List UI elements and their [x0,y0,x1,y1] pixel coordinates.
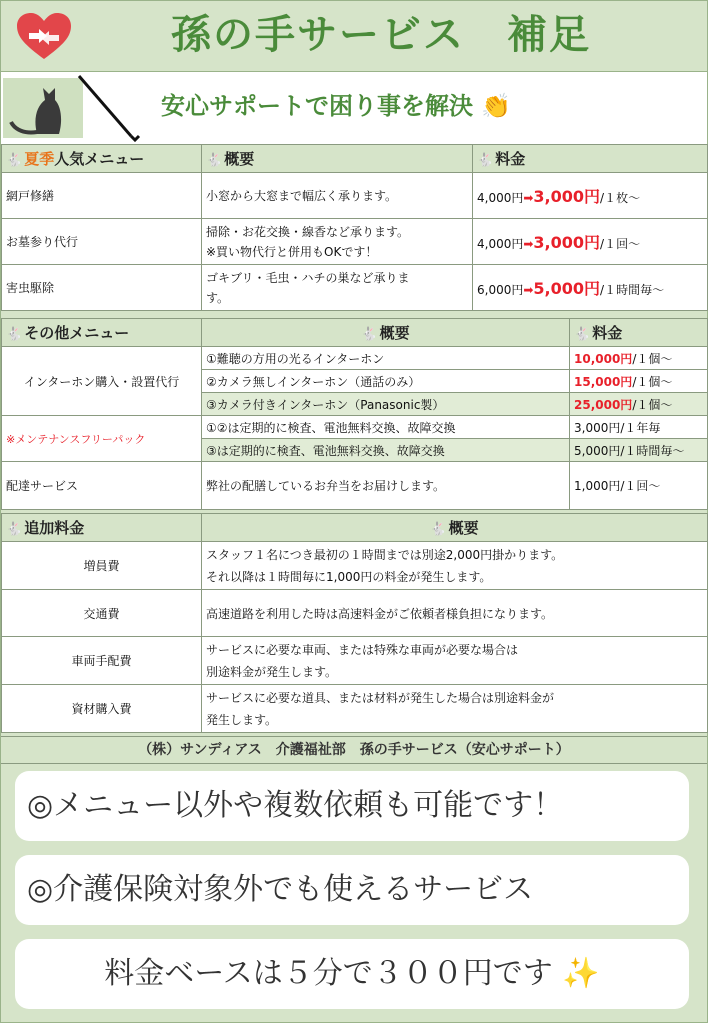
additional-header [2,514,202,542]
charge-name: 車両手配費 [2,637,202,685]
subtitle-band [1,71,707,145]
new-price: 3,000円 [533,187,601,206]
menu-price: 3,000円/１年毎 [570,416,708,439]
menu-desc: 小窓から大窓まで幅広く承ります。 [202,173,473,219]
charge-desc-line: 発生します。 [206,712,278,727]
rabbit-bullet-icon: 🐇 [430,522,447,537]
charge-desc-line: スタッフ１名につき最初の１時間までは別途2,000円掛かります。 [206,547,564,562]
price-unit: /１回〜 [600,237,641,251]
table-row [2,542,708,590]
new-price: 5,000円 [533,279,601,298]
additional-charges-table [1,513,708,733]
menu-name: 害虫駆除 [2,265,202,311]
charge-desc-line: それ以降は１時間毎に1,000円の料金が発生します。 [206,569,492,584]
menu-desc-line: ※買い物代行と併用もOKです！ [206,244,378,259]
rabbit-bullet-icon: 🐇 [477,153,494,168]
summer-price-header [473,145,708,173]
charge-desc: 高速道路を利用した時は高速料金がご依頼者様負担になります。 [202,590,708,637]
old-price: 4,000円 [477,237,524,251]
cat-icon [3,78,83,138]
old-price: 6,000円 [477,283,524,297]
menu-desc-line: 掃除・お花交換・線香など承ります。 [206,224,410,239]
menu-name: インターホン購入・設置代行 [2,347,202,416]
charge-desc-line: 別途料金が発生します。 [206,664,338,679]
sparkle-icon: ✨ [562,956,600,991]
rabbit-bullet-icon: 🐇 [574,327,591,342]
popular-menu-label: 人気メニュー [54,150,145,168]
menu-desc [202,265,473,311]
price-unit: /１個〜 [632,351,673,366]
note-pill [15,771,689,841]
other-price-header [570,319,708,347]
rabbit-bullet-icon: 🐇 [6,327,23,342]
menu-price [473,265,708,311]
menu-price [570,393,708,416]
season-label: 夏季 [24,150,55,168]
menu-desc-line: す。 [206,290,230,305]
overview-label: 概要 [448,519,479,537]
charge-name: 増員費 [2,542,202,590]
menu-name: 網戸修繕 [2,173,202,219]
summer-menu-table [1,144,708,311]
menu-price [473,219,708,265]
menu-desc: ①難聴の方用の光るインターホン [202,347,570,370]
rabbit-bullet-icon: 🐇 [6,522,23,537]
price-label: 料金 [495,150,526,168]
other-menu-label: その他メニュー [24,324,130,342]
new-price: 3,000円 [533,233,601,252]
price-unit: /１個〜 [632,397,673,412]
clap-icon: 👏 [481,92,512,120]
table-row [2,685,708,733]
price-unit: /１枚〜 [600,191,641,205]
subtitle [161,88,631,124]
menu-name: 配達サービス [2,462,202,510]
menu-price: 5,000円/１時間毎〜 [570,439,708,462]
note-text: ◎メニュー以外や複数依頼も可能です！ [27,788,564,823]
other-overview-header [202,319,570,347]
note-text: ◎介護保険対象外でも使えるサービス [27,872,534,907]
table-row [2,590,708,637]
table-row [2,462,708,510]
charge-desc-line: サービスに必要な車両、または特殊な車両が必要な場合は [206,642,519,657]
charge-desc [202,685,708,733]
price-value: 10,000円 [574,351,633,366]
overview-label: 概要 [379,324,410,342]
table-row [2,265,708,311]
note-text: 料金ベースは５分で３００円です [104,956,553,991]
price-label: 料金 [592,324,623,342]
old-price: 4,000円 [477,191,524,205]
rabbit-bullet-icon: 🐇 [206,153,223,168]
table-row [2,416,708,439]
charge-desc [202,542,708,590]
table-row [2,637,708,685]
menu-price [570,370,708,393]
overview-label: 概要 [224,150,255,168]
subtitle-text: 安心サポートで困り事を解決 [161,92,473,120]
table-row [2,173,708,219]
menu-desc: ②カメラ無しインターホン（通話のみ） [202,370,570,393]
note-pill [15,855,689,925]
cane-icon [73,74,143,144]
table-row [2,347,708,370]
arrow-icon: ➡ [523,283,534,297]
menu-desc-line: ゴキブリ・毛虫・ハチの巣など承りま [206,270,410,285]
menu-price: 1,000円/１回〜 [570,462,708,510]
menu-price [570,347,708,370]
menu-desc: ①②は定期的に検査、電池無料交換、故障交換 [202,416,570,439]
arrow-icon: ➡ [523,191,534,205]
arrow-icon: ➡ [523,237,534,251]
menu-desc [202,219,473,265]
charge-name: 資材購入費 [2,685,202,733]
rabbit-bullet-icon: 🐇 [6,153,23,168]
table-row [2,219,708,265]
menu-desc: ③は定期的に検査、電池無料交換、故障交換 [202,439,570,462]
menu-desc: 弊社の配膳しているお弁当をお届けします。 [202,462,570,510]
summer-overview-header [202,145,473,173]
heart-logo-icon [15,11,73,61]
company-footer: （株）サンディアス 介護福祉部 孫の手サービス（安心サポート） [1,736,707,764]
other-header [2,319,202,347]
price-unit: /１時間毎〜 [600,283,665,297]
other-menu-table [1,318,708,510]
note-pill [15,939,689,1009]
header [1,1,707,71]
additional-overview-header [202,514,708,542]
menu-desc: ③カメラ付きインターホン（Panasonic製） [202,393,570,416]
price-value: 25,000円 [574,397,633,412]
page-title: 孫の手サービス 補足 [171,12,591,58]
charge-desc [202,637,708,685]
additional-label: 追加料金 [24,519,85,537]
summer-header [2,145,202,173]
price-unit: /１個〜 [632,374,673,389]
price-value: 15,000円 [574,374,633,389]
charge-name: 交通費 [2,590,202,637]
menu-price [473,173,708,219]
cat-image [3,78,83,138]
menu-name: ※メンテナンスフリーパック [2,416,202,462]
menu-name: お墓参り代行 [2,219,202,265]
rabbit-bullet-icon: 🐇 [361,327,378,342]
charge-desc-line: サービスに必要な道具、または材料が発生した場合は別途料金が [206,690,555,705]
